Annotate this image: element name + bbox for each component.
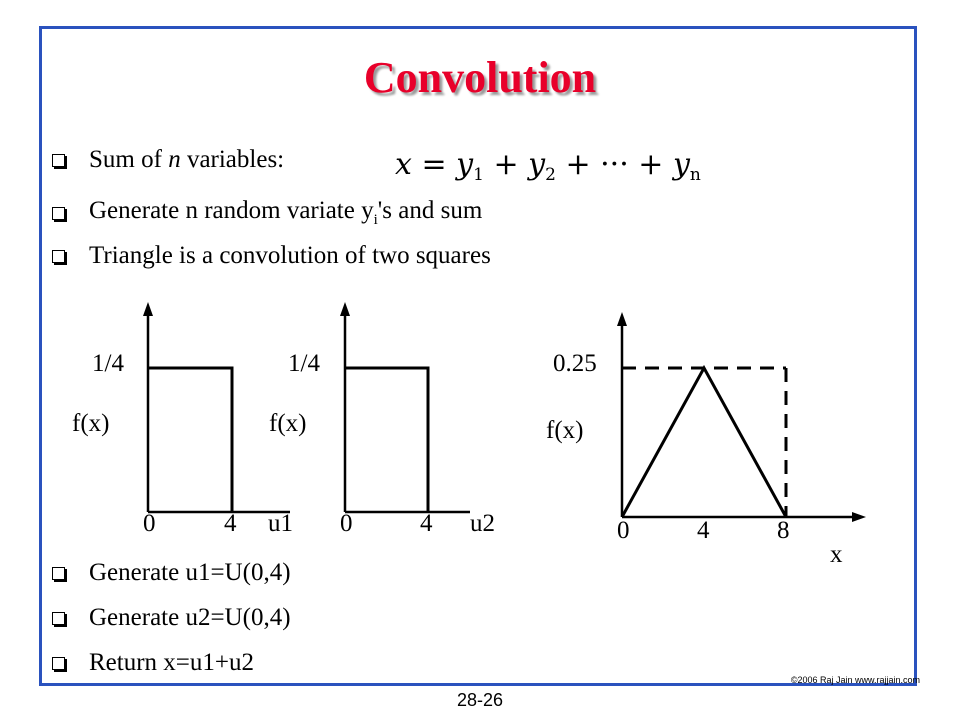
arrowhead-icon	[617, 312, 627, 326]
bullet-box-icon	[52, 567, 65, 580]
graph-u2-height-label: 1/4	[288, 350, 320, 377]
sum-formula: $x = y_1 + y_2$ + ··· + $y_n$	[395, 147, 701, 185]
graph-x-axis-label: x	[830, 541, 843, 568]
graph-x-tick-8: 8	[777, 517, 790, 544]
graph-u1-height-label: 1/4	[92, 350, 124, 377]
graph-u2-tick-4: 4	[420, 510, 433, 537]
graph-u2-axis-label: u2	[470, 510, 495, 537]
graph-x	[617, 312, 866, 522]
graph-x-tick-0: 0	[617, 517, 630, 544]
graph-u1	[143, 302, 290, 512]
graph-u2	[340, 302, 470, 512]
graph-u1-axis-label: u1	[268, 510, 293, 537]
bullet-box-icon	[52, 657, 65, 670]
graph-u1-tick-4: 4	[224, 510, 237, 537]
arrowhead-icon	[143, 302, 153, 316]
slide-number: 28-26	[456, 690, 504, 710]
bullet-text: Sum of n variables:	[89, 146, 285, 173]
bullet-text: Triangle is a convolution of two squares	[89, 242, 491, 269]
slide-title: Convolution	[363, 53, 597, 102]
arrowhead-icon	[340, 302, 350, 316]
bullet-generate-u2	[52, 604, 291, 632]
copyright-notice: ©2006 Raj Jain www.rajjain.com	[790, 675, 920, 685]
graph-x-tick-4: 4	[697, 517, 710, 544]
graph-x-height-label: 0.25	[553, 350, 597, 377]
graph-u1-y-label: f(x)	[72, 410, 110, 437]
bullet-text: Generate u2=U(0,4)	[89, 604, 291, 631]
graph-u2-density-curve	[345, 368, 428, 512]
bullet-text: Return x=u1+u2	[89, 649, 254, 676]
graph-u1-tick-0: 0	[143, 510, 156, 537]
graph-u2-tick-0: 0	[340, 510, 353, 537]
graph-u2-y-label: f(x)	[269, 410, 307, 437]
bullet-return-x	[52, 649, 254, 677]
arrowhead-icon	[852, 512, 866, 522]
graph-x-y-label: f(x)	[546, 417, 584, 444]
bullet-text: Generate u1=U(0,4)	[89, 559, 291, 586]
bullet-generate-u1	[52, 559, 291, 587]
graph-u1-density-curve	[148, 368, 232, 512]
bullet-box-icon	[52, 612, 65, 625]
bullet-text: Generate n random variate $y_i's$ and sum	[89, 197, 483, 228]
graph-x-triangle-curve	[622, 368, 786, 517]
